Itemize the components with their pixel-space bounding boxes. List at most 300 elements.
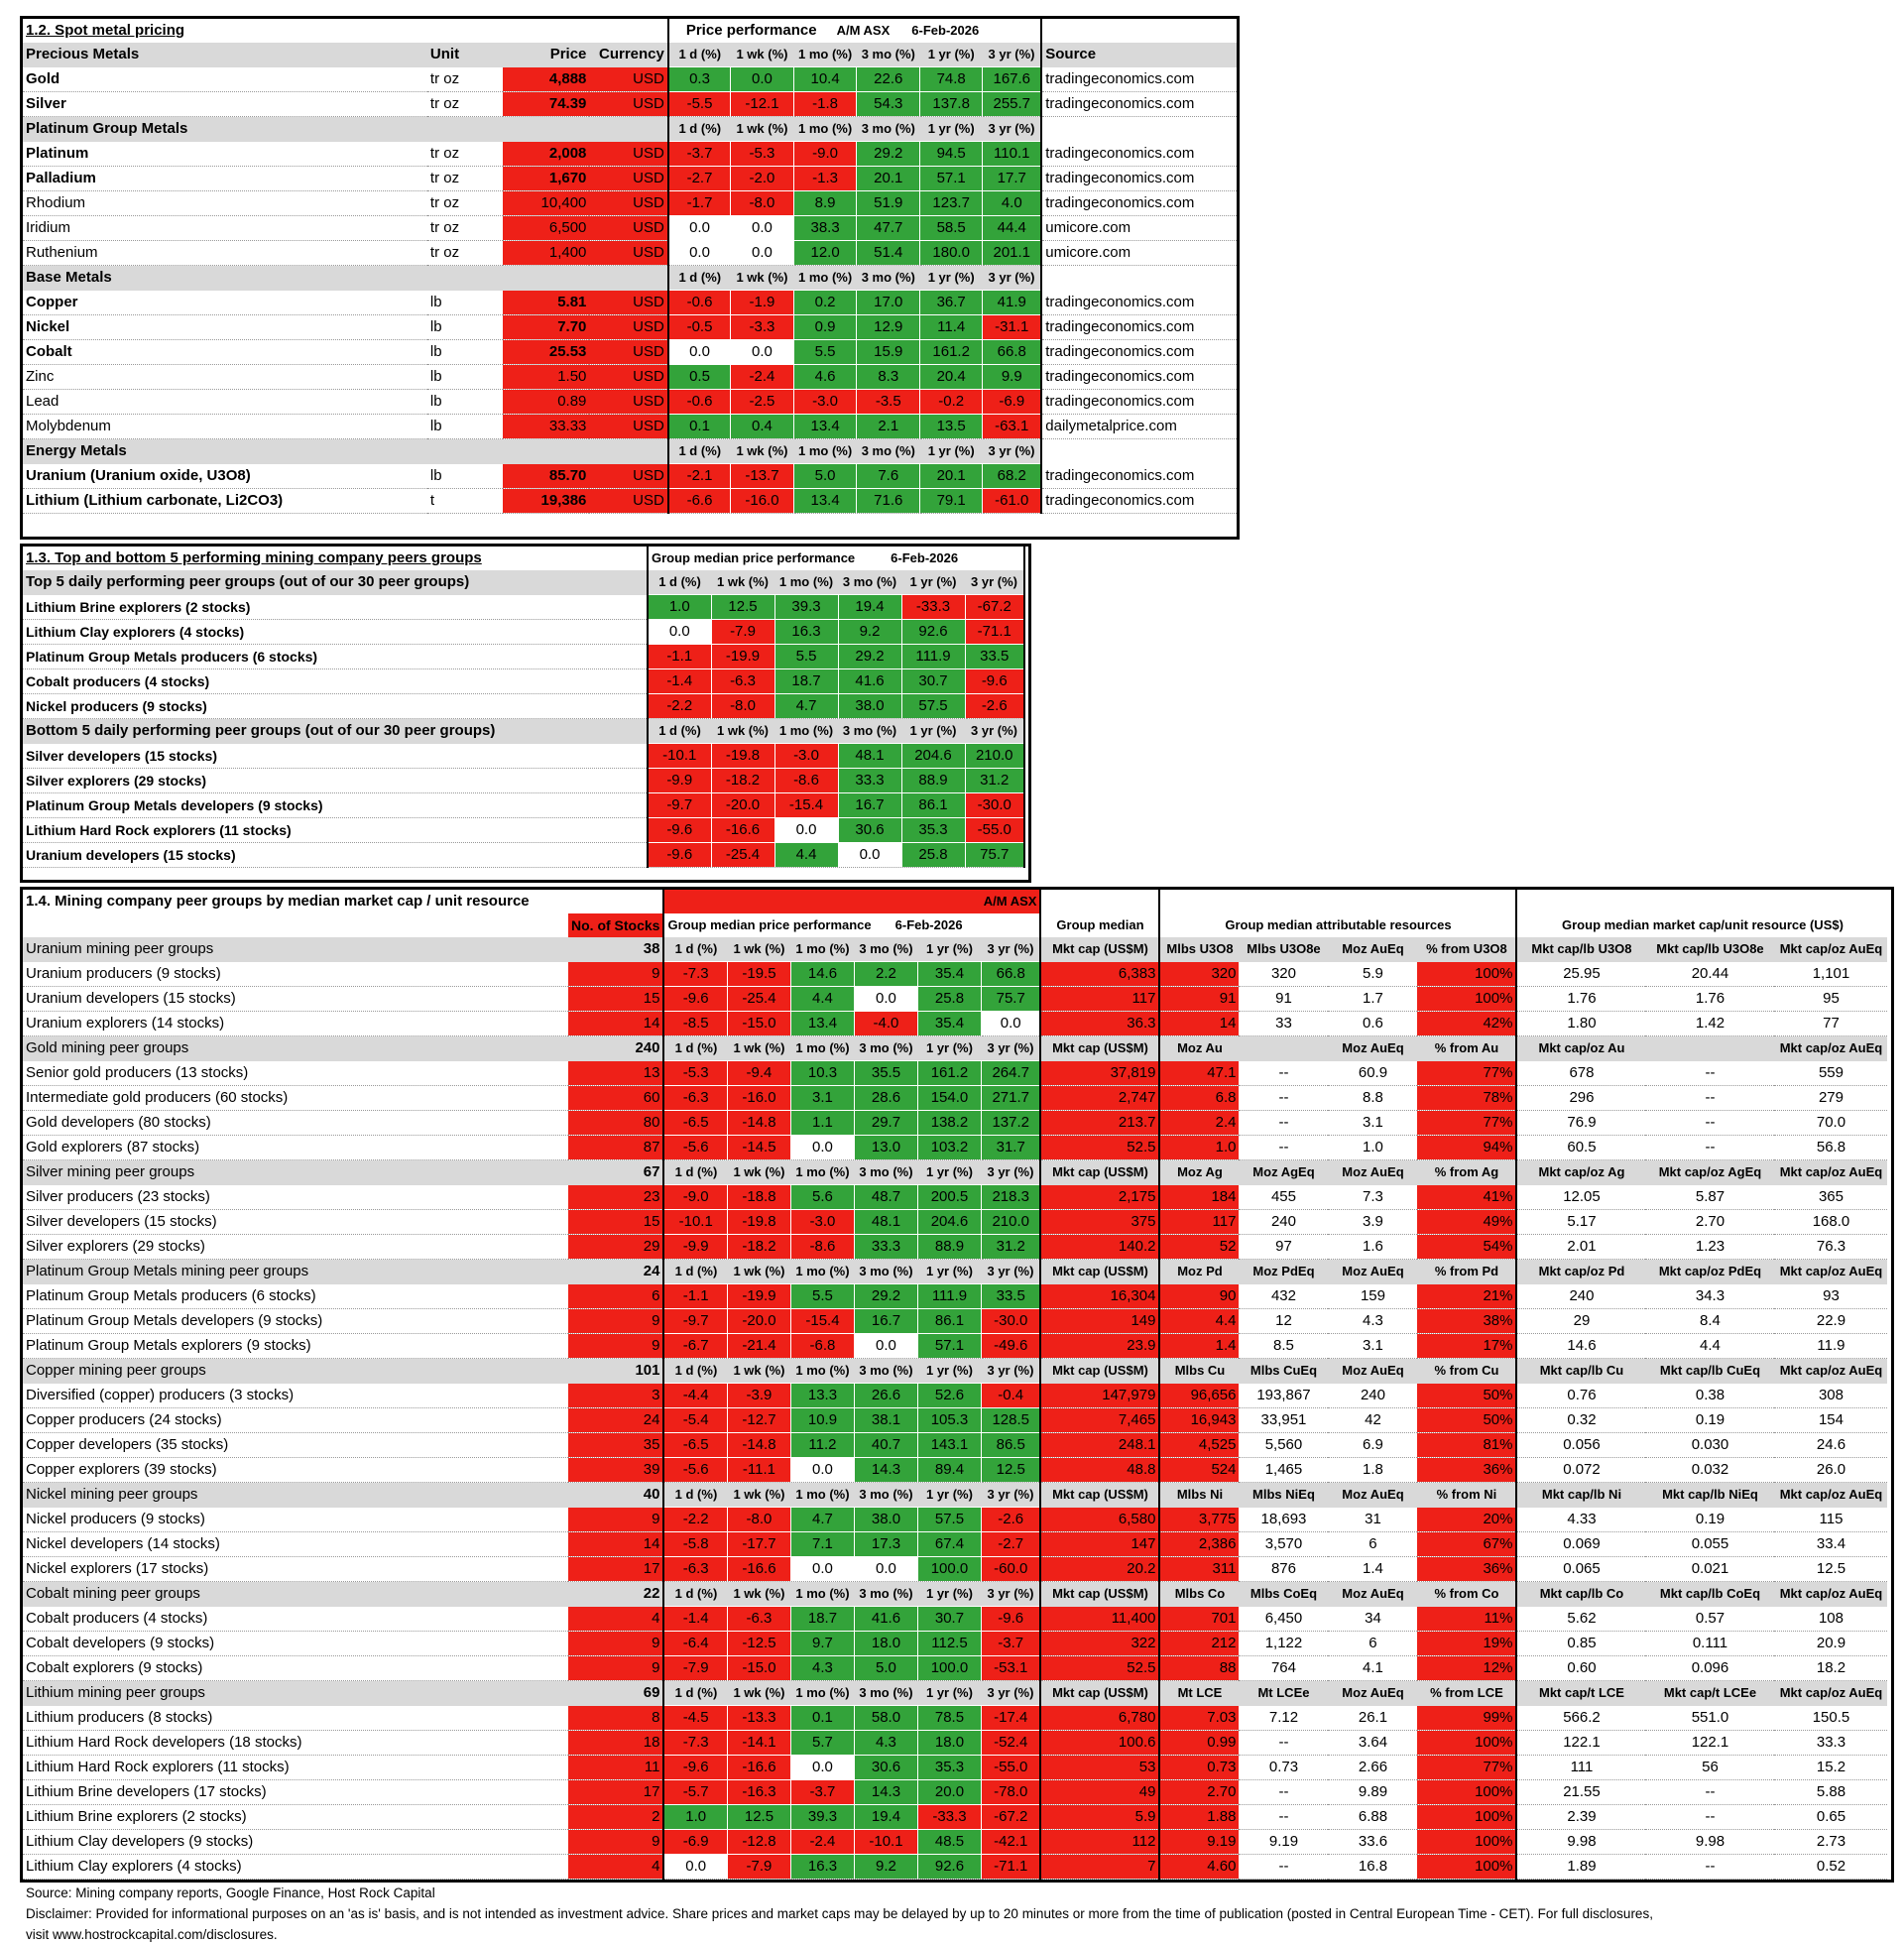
peer-resource: -- xyxy=(1239,1731,1328,1756)
perf-cell: 9.7 xyxy=(790,1632,854,1656)
peer-row xyxy=(23,694,1024,719)
cap-header: Mkt cap/lb Ni xyxy=(1516,1483,1645,1508)
perf-cell: 31.2 xyxy=(981,1235,1040,1260)
perf-cell: 110.1 xyxy=(983,142,1042,167)
period-header: 1 wk (%) xyxy=(711,719,774,744)
peer-resource: 100% xyxy=(1417,1855,1516,1880)
peer-row xyxy=(23,818,1024,843)
peer-row xyxy=(23,1756,1887,1780)
perf-cell: -5.8 xyxy=(663,1532,727,1557)
peer-row xyxy=(23,987,1887,1012)
peer-resource: 38% xyxy=(1417,1309,1516,1334)
peer-cap-unit: 93 xyxy=(1774,1284,1887,1309)
peer-resource: 90 xyxy=(1159,1284,1239,1309)
perf-cell: 0.0 xyxy=(790,1136,854,1160)
metal-row xyxy=(23,67,1237,92)
period-header: 1 yr (%) xyxy=(920,43,983,67)
perf-cell: 9.2 xyxy=(838,620,901,645)
peer-resource: 6.9 xyxy=(1328,1433,1417,1458)
peer-resource: -- xyxy=(1239,1086,1328,1111)
resource-header: Moz Au xyxy=(1159,1036,1239,1061)
resource-header: Mt LCE xyxy=(1159,1681,1239,1706)
perf-cell: 30.7 xyxy=(917,1607,981,1632)
perf-cell: -2.4 xyxy=(790,1830,854,1855)
date-label: 6-Feb-2026 xyxy=(894,917,963,932)
cap-header: Mkt cap/lb U3O8 xyxy=(1516,937,1645,962)
peer-row xyxy=(23,1607,1887,1632)
peer-cap-unit: 15.2 xyxy=(1774,1756,1887,1780)
cap-header: Mkt cap/oz AuEq xyxy=(1774,1681,1887,1706)
peer-resource: 100% xyxy=(1417,1830,1516,1855)
perf-cell: -3.5 xyxy=(857,390,920,415)
peer-cap-unit: -- xyxy=(1645,1061,1774,1086)
peer-cap-unit: 9.98 xyxy=(1516,1830,1645,1855)
perf-cell: 7.1 xyxy=(790,1532,854,1557)
peer-row xyxy=(23,1632,1887,1656)
peer-cap-unit: 95 xyxy=(1774,987,1887,1012)
perf-cell: 0.0 xyxy=(731,241,794,266)
peer-name: Lithium Brine explorers (2 stocks) xyxy=(23,595,648,620)
perf-cell: 47.7 xyxy=(857,216,920,241)
peer-name: Lithium producers (8 stocks) xyxy=(23,1706,568,1731)
perf-cell: 167.6 xyxy=(983,67,1042,92)
peer-name: Nickel explorers (17 stocks) xyxy=(23,1557,568,1582)
group-count: 24 xyxy=(568,1260,663,1284)
peer-count: 23 xyxy=(568,1185,663,1210)
perf-cell: -9.6 xyxy=(965,669,1024,694)
peer-count: 9 xyxy=(568,962,663,987)
peer-mktcap: 149 xyxy=(1040,1309,1159,1334)
resource-header: Moz AuEq xyxy=(1328,1260,1417,1284)
metal-unit: tr oz xyxy=(427,67,503,92)
perf-cell: -9.6 xyxy=(663,987,727,1012)
perf-cell: 137.8 xyxy=(920,92,983,117)
period-header: 1 d (%) xyxy=(668,439,731,464)
peer-cap-unit: 1.23 xyxy=(1645,1235,1774,1260)
perf-cell: -0.6 xyxy=(668,390,731,415)
perf-header-label: Group median price performance xyxy=(652,550,856,565)
peer-count: 8 xyxy=(568,1706,663,1731)
period-header: 1 d (%) xyxy=(663,1036,727,1061)
peer-resource: 77% xyxy=(1417,1061,1516,1086)
period-header: 1 mo (%) xyxy=(790,1582,854,1607)
perf-cell: 255.7 xyxy=(983,92,1042,117)
metal-name: Molybdenum xyxy=(23,415,427,439)
peer-row xyxy=(23,620,1024,645)
peer-name: Copper developers (35 stocks) xyxy=(23,1433,568,1458)
blank-cell xyxy=(1516,890,1887,913)
period-header: 3 yr (%) xyxy=(981,937,1040,962)
metal-name: Platinum xyxy=(23,142,427,167)
peer-count: 9 xyxy=(568,1632,663,1656)
metal-unit: lb xyxy=(427,464,503,489)
peer-count: 60 xyxy=(568,1086,663,1111)
peer-resource: -- xyxy=(1239,1805,1328,1830)
peer-cap-unit: -- xyxy=(1645,1086,1774,1111)
period-header: 1 wk (%) xyxy=(727,937,790,962)
resource-header: Mlbs U3O8 xyxy=(1159,937,1239,962)
perf-cell: -1.4 xyxy=(663,1607,727,1632)
perf-cell: 0.0 xyxy=(854,987,917,1012)
peer-resource: 19% xyxy=(1417,1632,1516,1656)
peer-cap-unit: 2.70 xyxy=(1645,1210,1774,1235)
period-header: 1 wk (%) xyxy=(727,1359,790,1384)
group-header-row xyxy=(23,1260,1887,1284)
peer-name: Uranium developers (15 stocks) xyxy=(23,843,648,868)
peer-row xyxy=(23,1557,1887,1582)
group-name: Precious Metals xyxy=(23,43,427,67)
perf-cell: -0.6 xyxy=(668,291,731,315)
peer-resource: 3,775 xyxy=(1159,1508,1239,1532)
perf-cell: -14.8 xyxy=(727,1111,790,1136)
col-price: Price xyxy=(503,43,589,67)
period-header: 3 mo (%) xyxy=(854,1483,917,1508)
resource-header: Mlbs CuEq xyxy=(1239,1359,1328,1384)
peer-cap-unit: 18.2 xyxy=(1774,1656,1887,1681)
perf-cell: 18.7 xyxy=(790,1607,854,1632)
perf-cell: -12.7 xyxy=(727,1408,790,1433)
perf-cell: -33.3 xyxy=(917,1805,981,1830)
metal-name: Iridium xyxy=(23,216,427,241)
perf-cell: 89.4 xyxy=(917,1458,981,1483)
peer-count: 9 xyxy=(568,1309,663,1334)
peer-name: Lithium Hard Rock developers (18 stocks) xyxy=(23,1731,568,1756)
peer-cap-unit: -- xyxy=(1645,1136,1774,1160)
perf-cell: -14.1 xyxy=(727,1731,790,1756)
peer-resource: 240 xyxy=(1239,1210,1328,1235)
perf-cell: -8.0 xyxy=(711,694,774,719)
peer-resource: 100% xyxy=(1417,962,1516,987)
perf-cell: -16.0 xyxy=(731,489,794,514)
peer-resource: 3.1 xyxy=(1328,1111,1417,1136)
perf-cell: 66.8 xyxy=(981,962,1040,987)
peer-cap-unit: 12.5 xyxy=(1774,1557,1887,1582)
metal-currency: USD xyxy=(589,315,667,340)
peer-count: 9 xyxy=(568,1508,663,1532)
peer-resource: 7.3 xyxy=(1328,1185,1417,1210)
perf-cell: -2.4 xyxy=(731,365,794,390)
peer-name: Lithium Clay explorers (4 stocks) xyxy=(23,620,648,645)
perf-cell: 0.0 xyxy=(790,1756,854,1780)
perf-cell: -9.7 xyxy=(648,793,711,818)
peer-resource: 320 xyxy=(1159,962,1239,987)
perf-cell: 10.9 xyxy=(790,1408,854,1433)
peer-cap-unit: 279 xyxy=(1774,1086,1887,1111)
peer-count: 2 xyxy=(568,1805,663,1830)
metal-unit: tr oz xyxy=(427,92,503,117)
peer-name: Platinum Group Metals producers (6 stocks) xyxy=(23,1284,568,1309)
perf-cell: -1.9 xyxy=(731,291,794,315)
perf-cell: 8.9 xyxy=(793,191,857,216)
perf-cell: 0.0 xyxy=(668,340,731,365)
peer-row xyxy=(23,1532,1887,1557)
perf-cell: -2.7 xyxy=(981,1532,1040,1557)
mktcap-header: Mkt cap (US$M) xyxy=(1040,937,1159,962)
pg-header-row xyxy=(23,913,1887,937)
peer-cap-unit: 76.3 xyxy=(1774,1235,1887,1260)
perf-cell: 35.4 xyxy=(917,1012,981,1036)
perf-cell: -5.3 xyxy=(731,142,794,167)
peer-name: Gold explorers (87 stocks) xyxy=(23,1136,568,1160)
resource-header: Moz AuEq xyxy=(1328,1036,1417,1061)
period-header: 1 wk (%) xyxy=(711,570,774,595)
perf-cell: 138.2 xyxy=(917,1111,981,1136)
peer-resource: 100% xyxy=(1417,987,1516,1012)
peer-cap-unit: 26.0 xyxy=(1774,1458,1887,1483)
perf-cell: -14.8 xyxy=(727,1433,790,1458)
metal-unit: lb xyxy=(427,291,503,315)
perf-cell: 20.4 xyxy=(920,365,983,390)
peer-name: Gold developers (80 stocks) xyxy=(23,1111,568,1136)
peer-cap-unit: 0.065 xyxy=(1516,1557,1645,1582)
peer-resource: 1.0 xyxy=(1159,1136,1239,1160)
metal-name: Rhodium xyxy=(23,191,427,216)
perf-cell: 38.3 xyxy=(793,216,857,241)
peer-resource: 320 xyxy=(1239,962,1328,987)
peer-resource: 18,693 xyxy=(1239,1508,1328,1532)
metal-row xyxy=(23,464,1237,489)
perf-cell: -3.0 xyxy=(790,1210,854,1235)
group-name: Uranium mining peer groups xyxy=(23,937,568,962)
peer-row xyxy=(23,1805,1887,1830)
perf-cell: 4.4 xyxy=(790,987,854,1012)
metal-unit: lb xyxy=(427,315,503,340)
perf-cell: -5.3 xyxy=(663,1061,727,1086)
metal-name: Lithium (Lithium carbonate, Li2CO3) xyxy=(23,489,427,514)
peer-resource: 42% xyxy=(1417,1012,1516,1036)
blank-cell xyxy=(427,266,668,291)
perf-cell: 0.0 xyxy=(648,620,711,645)
perf-cell: 20.1 xyxy=(920,464,983,489)
peer-resource: 20% xyxy=(1417,1508,1516,1532)
perf-cell: 0.0 xyxy=(981,1012,1040,1036)
metal-name: Uranium (Uranium oxide, U3O8) xyxy=(23,464,427,489)
period-header: 1 wk (%) xyxy=(727,1260,790,1284)
resource-header: Moz AuEq xyxy=(1328,1359,1417,1384)
peer-resource: 50% xyxy=(1417,1384,1516,1408)
perf-cell: 38.0 xyxy=(838,694,901,719)
date-label: 6-Feb-2026 xyxy=(891,550,959,565)
date-label: 6-Feb-2026 xyxy=(911,23,980,38)
peer-resource: 240 xyxy=(1328,1384,1417,1408)
perf-cell: 48.1 xyxy=(854,1210,917,1235)
period-header: 3 mo (%) xyxy=(857,266,920,291)
metal-unit: tr oz xyxy=(427,167,503,191)
group-name: Base Metals xyxy=(23,266,427,291)
perf-cell: 57.5 xyxy=(917,1508,981,1532)
metal-source: tradingeconomics.com xyxy=(1041,67,1237,92)
peer-count: 3 xyxy=(568,1384,663,1408)
perf-header-label: Price performance xyxy=(685,22,817,39)
peer-mktcap: 2,175 xyxy=(1040,1185,1159,1210)
cap-header: Mkt cap/oz PdEq xyxy=(1645,1260,1774,1284)
peer-mktcap: 147,979 xyxy=(1040,1384,1159,1408)
cap-header: Mkt cap/oz AuEq xyxy=(1774,1036,1887,1061)
resource-header: Mlbs NiEq xyxy=(1239,1483,1328,1508)
perf-cell: -78.0 xyxy=(981,1780,1040,1805)
peer-count: 80 xyxy=(568,1111,663,1136)
perf-header-label: Group median price performance xyxy=(667,917,872,932)
period-header: 1 yr (%) xyxy=(917,1260,981,1284)
peer-count: 4 xyxy=(568,1607,663,1632)
perf-cell: -5.5 xyxy=(668,92,731,117)
perf-cell: 17.3 xyxy=(854,1532,917,1557)
peer-mktcap: 52.5 xyxy=(1040,1136,1159,1160)
peer-count: 9 xyxy=(568,1334,663,1359)
peer-cap-unit: 0.19 xyxy=(1645,1508,1774,1532)
peer-cap-unit: 0.030 xyxy=(1645,1433,1774,1458)
perf-cell: 36.7 xyxy=(920,291,983,315)
section-title: 1.4. Mining company peer groups by median market cap / unit resource xyxy=(26,893,530,910)
perf-cell: 4.3 xyxy=(854,1731,917,1756)
perf-cell: 40.7 xyxy=(854,1433,917,1458)
peer-resource: 524 xyxy=(1159,1458,1239,1483)
peer-cap-unit: 1.89 xyxy=(1516,1855,1645,1880)
perf-header xyxy=(668,19,1041,43)
period-header: 1 wk (%) xyxy=(727,1681,790,1706)
am-asx-label: A/M ASX xyxy=(663,890,1040,913)
metal-price: 5.81 xyxy=(503,291,589,315)
peer-resource: 91 xyxy=(1239,987,1328,1012)
peer-resource: 6.88 xyxy=(1328,1805,1417,1830)
peer-cap-unit: 115 xyxy=(1774,1508,1887,1532)
perf-cell: 66.8 xyxy=(983,340,1042,365)
metal-source: tradingeconomics.com xyxy=(1041,340,1237,365)
peer-name: Cobalt producers (4 stocks) xyxy=(23,669,648,694)
peer-resource: 77% xyxy=(1417,1756,1516,1780)
peer-row xyxy=(23,669,1024,694)
resource-header: Moz PdEq xyxy=(1239,1260,1328,1284)
perf-cell: -71.1 xyxy=(965,620,1024,645)
peer-resource: 3.1 xyxy=(1328,1334,1417,1359)
perf-cell: 0.9 xyxy=(793,315,857,340)
resource-header: % from Pd xyxy=(1417,1260,1516,1284)
peer-mktcap: 147 xyxy=(1040,1532,1159,1557)
peer-cap-unit: 1.42 xyxy=(1645,1012,1774,1036)
period-header: 1 d (%) xyxy=(663,1160,727,1185)
perf-cell: 112.5 xyxy=(917,1632,981,1656)
peer-resource: 6 xyxy=(1328,1532,1417,1557)
peer-cap-unit: 0.85 xyxy=(1516,1632,1645,1656)
metal-source: tradingeconomics.com xyxy=(1041,365,1237,390)
perf-cell: 0.2 xyxy=(793,291,857,315)
peer-cap-unit: 25.95 xyxy=(1516,962,1645,987)
cap-header: Mkt cap/oz AuEq xyxy=(1774,1359,1887,1384)
period-header: 1 d (%) xyxy=(668,266,731,291)
peer-row xyxy=(23,793,1024,818)
peer-resource: 159 xyxy=(1328,1284,1417,1309)
metal-price: 74.39 xyxy=(503,92,589,117)
group-header-row xyxy=(23,570,1024,595)
period-header: 1 yr (%) xyxy=(901,719,965,744)
cap-header: Mkt cap/oz AuEq xyxy=(1774,1260,1887,1284)
peer-row xyxy=(23,1508,1887,1532)
perf-cell: -3.9 xyxy=(727,1384,790,1408)
perf-cell: -6.3 xyxy=(727,1607,790,1632)
blank-cell xyxy=(1041,19,1237,43)
cap-header: Mkt cap/lb CoEq xyxy=(1645,1582,1774,1607)
peer-resource: 701 xyxy=(1159,1607,1239,1632)
peer-mktcap: 375 xyxy=(1040,1210,1159,1235)
peer-cap-unit: 0.76 xyxy=(1516,1384,1645,1408)
perf-cell: -10.1 xyxy=(663,1210,727,1235)
perf-cell: -8.5 xyxy=(663,1012,727,1036)
perf-cell: -19.8 xyxy=(727,1210,790,1235)
peer-resource: 311 xyxy=(1159,1557,1239,1582)
perf-cell: -6.3 xyxy=(663,1557,727,1582)
mktcap-header: Mkt cap (US$M) xyxy=(1040,1681,1159,1706)
period-header: 3 mo (%) xyxy=(857,439,920,464)
cap-header: Mkt cap/lb CuEq xyxy=(1645,1359,1774,1384)
cap-header: Mkt cap/lb U3O8e xyxy=(1645,937,1774,962)
peer-resource: 7.12 xyxy=(1239,1706,1328,1731)
perf-cell: 2.2 xyxy=(854,962,917,987)
metal-currency: USD xyxy=(589,390,667,415)
perf-cell: 180.0 xyxy=(920,241,983,266)
perf-cell: -4.4 xyxy=(663,1384,727,1408)
metal-row xyxy=(23,489,1237,514)
resource-header: Mlbs Cu xyxy=(1159,1359,1239,1384)
peer-name: Uranium explorers (14 stocks) xyxy=(23,1012,568,1036)
blank-cell xyxy=(1040,890,1159,913)
group-header-row xyxy=(23,439,1237,464)
peer-resource: 4,525 xyxy=(1159,1433,1239,1458)
perf-cell: 86.1 xyxy=(901,793,965,818)
perf-cell: -9.0 xyxy=(793,142,857,167)
perf-cell: -9.6 xyxy=(981,1607,1040,1632)
peer-resource: 33,951 xyxy=(1239,1408,1328,1433)
group-count: 38 xyxy=(568,937,663,962)
perf-cell: -5.6 xyxy=(663,1136,727,1160)
peer-name: Cobalt developers (9 stocks) xyxy=(23,1632,568,1656)
perf-cell: 92.6 xyxy=(917,1855,981,1880)
perf-cell: -67.2 xyxy=(981,1805,1040,1830)
peer-name: Silver developers (15 stocks) xyxy=(23,1210,568,1235)
peer-resource: 4.4 xyxy=(1159,1309,1239,1334)
peer-cap-unit: 0.19 xyxy=(1645,1408,1774,1433)
peer-cap-unit: 111 xyxy=(1516,1756,1645,1780)
perf-cell: 5.5 xyxy=(793,340,857,365)
perf-cell: -20.0 xyxy=(727,1309,790,1334)
perf-cell: 18.0 xyxy=(854,1632,917,1656)
period-header: 3 yr (%) xyxy=(965,570,1024,595)
section-title: 1.3. Top and bottom 5 performing mining company peers groups xyxy=(26,549,482,566)
peer-resource: 67% xyxy=(1417,1532,1516,1557)
mktcap-header: Mkt cap (US$M) xyxy=(1040,1160,1159,1185)
peer-cap-unit: 1.80 xyxy=(1516,1012,1645,1036)
metal-currency: USD xyxy=(589,216,667,241)
perf-cell: -3.3 xyxy=(731,315,794,340)
peer-row xyxy=(23,744,1024,769)
perf-cell: -20.0 xyxy=(711,793,774,818)
perf-cell: 88.9 xyxy=(917,1235,981,1260)
perf-cell: -7.9 xyxy=(711,620,774,645)
peer-name: Lithium Brine explorers (2 stocks) xyxy=(23,1805,568,1830)
perf-cell: 0.0 xyxy=(774,818,838,843)
metal-price: 2,008 xyxy=(503,142,589,167)
cap-header: Mkt cap/t LCE xyxy=(1516,1681,1645,1706)
perf-cell: 271.7 xyxy=(981,1086,1040,1111)
peer-resource: 16.8 xyxy=(1328,1855,1417,1880)
peer-name: Nickel producers (9 stocks) xyxy=(23,694,648,719)
peer-row xyxy=(23,1185,1887,1210)
resource-header: Mlbs Ni xyxy=(1159,1483,1239,1508)
period-header: 1 d (%) xyxy=(668,117,731,142)
metal-name: Nickel xyxy=(23,315,427,340)
perf-cell: -9.6 xyxy=(663,1756,727,1780)
perf-cell: 35.4 xyxy=(917,962,981,987)
peer-row xyxy=(23,1136,1887,1160)
